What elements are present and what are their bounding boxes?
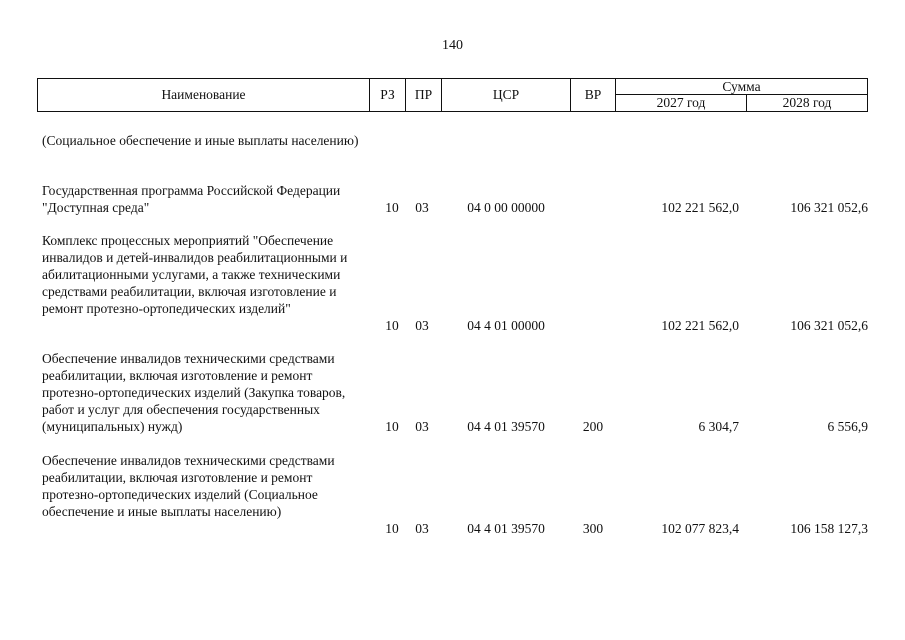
header-name: Наименование xyxy=(161,87,246,102)
row-pr: 03 xyxy=(415,200,429,215)
row-rz: 10 xyxy=(385,200,399,215)
row-pr: 03 xyxy=(415,318,429,333)
header-pr: ПР xyxy=(405,79,441,111)
row-sum-2027: 102 221 562,0 xyxy=(661,200,739,215)
header-csr: ЦСР xyxy=(441,79,570,111)
row-sum-2028: 106 158 127,3 xyxy=(790,521,868,536)
row-rz: 10 xyxy=(385,521,399,536)
row-sum-2028: 6 556,9 xyxy=(827,419,868,434)
row-csr: 04 0 00 00000 xyxy=(467,200,545,215)
table-header xyxy=(37,78,868,112)
header-sum: Сумма xyxy=(616,79,867,95)
row-sum-2027: 102 221 562,0 xyxy=(661,318,739,333)
header-rz: РЗ xyxy=(369,79,405,111)
row-vr: 300 xyxy=(582,521,604,536)
row-pr: 03 xyxy=(415,521,429,536)
row-vr: 200 xyxy=(582,419,604,434)
row-name: Обеспечение инвалидов техническими средствами реабилитации, включая изготовление и ремонт протезно-ортопедических изделий (Социальное обеспечение и иные выплаты населению) xyxy=(42,453,335,519)
row-sum-2027: 6 304,7 xyxy=(698,419,739,434)
row-pr: 03 xyxy=(415,419,429,434)
row-csr: 04 4 01 39570 xyxy=(467,521,545,536)
row-name: Комплекс процессных мероприятий "Обеспечение инвалидов и детей-инвалидов реабилитационными и абилитационными услугами, а также техническими средствами реабилитации, включая изготовление и ремонт протезно-ортопедических изделий" xyxy=(42,233,348,316)
row-csr: 04 4 01 00000 xyxy=(467,318,545,333)
header-year-2027: 2027 год xyxy=(616,95,747,111)
row-name: Обеспечение инвалидов техническими средствами реабилитации, включая изготовление и ремонт протезно-ортопедических изделий (Закупка товаров, работ и услуг для обеспечения государственных (муниципальных) нужд) xyxy=(42,351,346,434)
header-year-2028: 2028 год xyxy=(782,95,832,110)
header-sum-group xyxy=(615,79,867,111)
row-sum-2028: 106 321 052,6 xyxy=(790,200,868,215)
row-name: (Социальное обеспечение и иные выплаты населению) xyxy=(42,133,359,148)
row-rz: 10 xyxy=(385,318,399,333)
row-name: Государственная программа Российской Федерации "Доступная среда" xyxy=(42,183,341,215)
row-csr: 04 4 01 39570 xyxy=(467,419,545,434)
row-sum-2028: 106 321 052,6 xyxy=(790,318,868,333)
page-number: 140 xyxy=(442,38,463,53)
row-rz: 10 xyxy=(385,419,399,434)
header-vr: ВР xyxy=(570,79,615,111)
row-sum-2027: 102 077 823,4 xyxy=(661,521,739,536)
